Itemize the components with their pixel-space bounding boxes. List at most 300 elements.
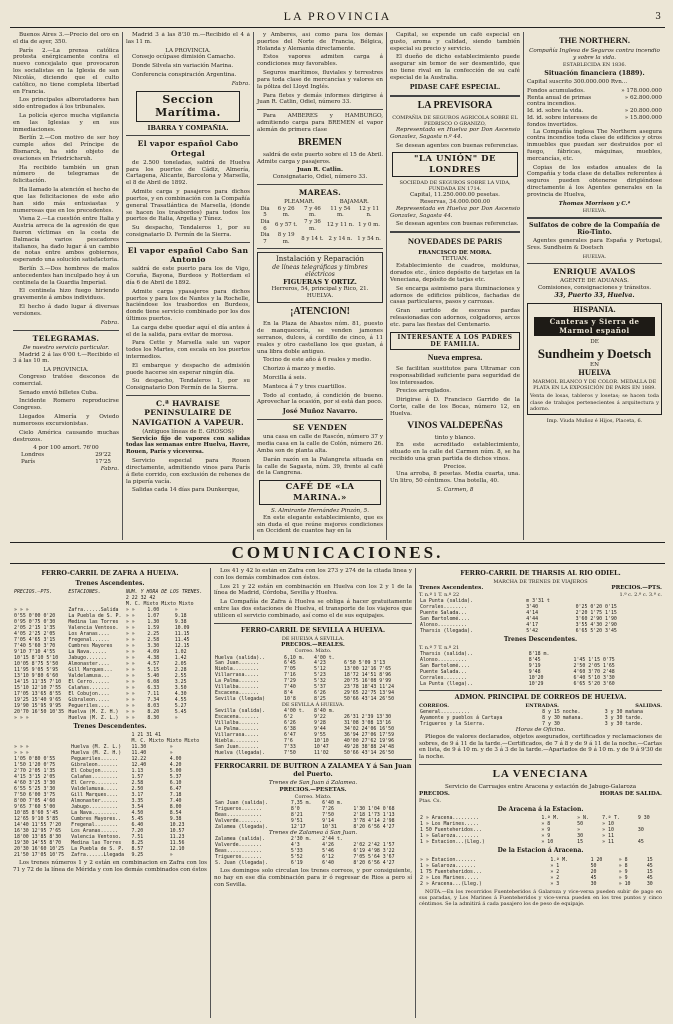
table-cell: 5.00 (169, 768, 182, 774)
table-cell: » » (125, 613, 135, 620)
ship-detail: Para Cette y Marsella sale un vapor todos los Martes, con escala en los puertos intermedios. (126, 340, 250, 360)
column-header: Correo. Mixto. (294, 793, 332, 800)
table-cell: » (174, 714, 178, 721)
table-cell: 4.38 (147, 654, 160, 661)
table-cell: » (169, 750, 173, 757)
timetable-subheading-row (419, 585, 662, 592)
table-cell: Puente Salada... (420, 669, 468, 676)
table-cell (658, 681, 662, 687)
table-cell: 8'25 (313, 696, 326, 703)
table-cell: 10.23 (169, 821, 185, 828)
telegram-item: Senado envió billetes Cuba. (19, 389, 98, 396)
table-cell: 2 » Aracena......... (420, 815, 479, 822)
table-cell: 1 50 Fuenteheridos... (420, 827, 482, 834)
table-cell: 1.ª M. (541, 815, 560, 822)
ad-text: Se desean agentes con buenas referencias. (396, 221, 519, 228)
table-cell: 15'10 12'10 7'55 (14, 684, 62, 691)
table-cell: 1'50 1'20 0'75 (14, 762, 56, 769)
prices-heading: PRECIOS.—REALES. (281, 641, 345, 648)
table-cell: 3 y 30 mañana (604, 708, 643, 715)
ad-text: Todo al contado, á condición de bueno. Aprovechar la ocasión, por si está dan poco. (257, 392, 383, 406)
news-paragraph: El hecho á dado lugar á diversas versiones. (13, 304, 119, 317)
table-cell: 19'25 15'40 9'65 (14, 696, 62, 703)
table-row: Dia 7 8 y 19 m. 8 y 14 t. 2 y 14 n. 1 y 54 n. (260, 232, 381, 245)
financial-heading: Situación financiera (1889). (544, 69, 645, 78)
table-row (13, 715, 207, 721)
timetable-subheading: Trenes Descendentes. (73, 722, 147, 730)
train-classes: M. C. Mixto Mixto Mixto (131, 738, 200, 745)
table-cell: 4'15 3'15 2'05 (14, 773, 56, 780)
table-cell: La Palma....... (215, 678, 260, 685)
timetable-subheading: MARCHA DE TRENES DE VIAJEROS (493, 578, 588, 585)
table-cell: La Palma....... (215, 726, 260, 733)
office-hours-heading: Horas de Oficina. (515, 726, 566, 733)
table-cell: 2'70 2'05 1'35 (14, 768, 56, 774)
table-cell: Fregenal...... (68, 637, 110, 643)
timetable-heading: FERRO-CARRIL DE SEVILLA A HUELVA. (240, 625, 386, 634)
table-cell: Calañas......... (71, 773, 119, 780)
table-cell: 6,10 m. (284, 654, 305, 661)
table-row (13, 804, 207, 810)
table-row (13, 834, 207, 840)
table-cell: 3.50 (174, 684, 187, 691)
table-cell: 9'28 (313, 720, 326, 727)
table-cell: Villalba....... (215, 720, 260, 727)
news-paragraph: Buenos Aires 3.—Precio del oro en el dia de ayer, 350. (13, 32, 119, 45)
table-cell: El Cobujon...... (71, 768, 119, 774)
table-cell: » 1 (550, 862, 560, 869)
table-cell: Gill Marques.... (71, 791, 119, 798)
table-cell: 5.37 (169, 773, 182, 780)
table-cell: Valencia Ventoso. (71, 833, 122, 840)
timetable-zafra-huelva (10, 568, 210, 1018)
ad-address: 33, Puerto 33, Huelva. (554, 290, 635, 299)
news-paragraph: La policía ejerce mucha vigilancia en las Iglesias y en sus inmediaciones. (13, 112, 119, 133)
table-cell: 7.40 (169, 797, 182, 804)
divider (257, 419, 383, 420)
column-header: HORAS DE SALIDA. (599, 791, 662, 798)
table-cell: Medina las Torres (71, 839, 122, 846)
table-cell: 7'16 (284, 672, 296, 679)
table-cell: 10'20 (528, 675, 544, 682)
table-cell: 1'05 0'80 0'55 (14, 756, 56, 763)
agent-city: HUELVA. (582, 207, 607, 214)
ship-detail: de 2.500 toneladas, saldrá de Huelva para los puertos de Cádiz, Almería, Cartagena, Alicante, Barcelona y Marsella, el 8 de Abril de 1892. (126, 159, 250, 187)
table-row: Dia 6 6 y 57 t. 7 y 36 m. 12 y 11 n. 1 y 0 m. (260, 219, 380, 232)
ad-text: Manteca á 7 y tres cuartillos. (263, 383, 347, 390)
table-cell: 9'19 (528, 663, 541, 670)
divider (214, 759, 412, 760)
table-cell: San Bartolomé.... (420, 615, 471, 622)
table-cell: 6'40 (322, 860, 334, 867)
table-cell: 6'55 5'25 3'30 (14, 785, 56, 792)
train-classes: M. C. Mixto Mixto Mixto (125, 601, 194, 608)
table-cell: 3.30 (147, 642, 160, 649)
connector-word: EN (590, 361, 599, 368)
table-cell: 8'45 (528, 657, 541, 664)
table-cell: 45 (590, 874, 597, 881)
table-cell: » (577, 827, 581, 834)
table-cell: 6'40 5'10 3'30 (573, 675, 615, 682)
timetable-table (419, 598, 662, 634)
timetable-table (214, 800, 412, 830)
financial-capital: Capital suscrito 300.000.000 Rvn... (527, 78, 628, 85)
timetable-table (214, 708, 412, 756)
table-cell: 7'33 (284, 744, 296, 751)
table-cell: » 2 (550, 874, 560, 881)
table-cell: 13'00 12'16 7'65 (343, 666, 392, 673)
table-cell: 7.20 (131, 827, 144, 834)
table-cell: 1.00 (147, 607, 160, 614)
ad-subtitle: AGENTE DE ADUANAS. (560, 278, 629, 285)
table-cell: » (169, 744, 173, 751)
table-cell: 21'50 17'05 10'75 (14, 851, 65, 858)
table-cell: 8'18 m. (528, 651, 550, 658)
ad-title-vinos: VINOS VALDEPEÑAS (407, 420, 503, 431)
maritime-section-banner: Seccion Marítima. (136, 91, 240, 122)
table-cell: 4'60 3'25 3'30 (14, 779, 56, 786)
table-cell: 6.08 (147, 678, 160, 685)
table-cell: Fregenal........ (71, 821, 119, 828)
table-cell: 3.35 (131, 797, 144, 804)
table-cell: Beas............ (215, 811, 263, 818)
table-cell: 6'45 (284, 660, 296, 667)
table-cell: 2.05 (174, 660, 187, 667)
table-cell: 45 (637, 839, 644, 846)
table-cell: 1 » Galaroza....... (420, 862, 476, 869)
table-cell: 3 y 30 tarde. (604, 720, 643, 727)
table-cell: 7'50 (284, 750, 296, 757)
divider (214, 623, 412, 624)
table-cell: La Punta (llega).. (420, 681, 473, 688)
table-cell: » 2 (550, 868, 560, 875)
agent-city: HUELVA. (582, 253, 607, 260)
table-row (13, 828, 207, 834)
table-cell: 9 30 (637, 815, 650, 822)
table-cell: Trigueros....... (215, 854, 263, 861)
table-cell: 8.25 (131, 839, 144, 846)
ad-title-nueva-empresa: Nueva empresa. (427, 353, 483, 363)
table-cell: 1.30 (147, 619, 160, 626)
ad-place: TETUAN. (441, 256, 469, 263)
divider (527, 263, 662, 264)
quote-row (13, 459, 119, 466)
table-cell: Huelva (M. Z. L.) (68, 714, 119, 721)
table-cell: 9'22 (313, 714, 326, 721)
ad-title-cafe-marina: CAFÉ DE «LA MARINA.» (259, 480, 381, 505)
table-cell: 1 75 Fuenteheridos... (420, 868, 482, 875)
table-cell: 4.55 (174, 696, 187, 703)
table-cell: 4'23 (313, 660, 326, 667)
table-cell: 50 (590, 862, 597, 869)
table-cell: 2.55 (174, 672, 187, 679)
ad-box-hispania (527, 303, 662, 415)
table-cell: Gibraleon..... (68, 696, 110, 703)
ship-detail: El embarque y despacho de admisión puede hacerse sin esperar ningún día. (126, 362, 250, 376)
table-cell: 2'44 t. (322, 836, 343, 843)
financial-row: Fondos acumulados. » 178.000.000 (527, 87, 662, 94)
ad-text: Representada en Huelva por Don Ascensio Gonzalez, Sagasta 44. (390, 205, 520, 219)
table-cell: 7'50 (322, 811, 334, 818)
table-cell: 2.28 (174, 666, 187, 673)
table-cell: 11.30 (131, 744, 147, 751)
table-row (419, 628, 662, 634)
table-cell: » » (125, 654, 135, 661)
table-cell: 5'46 (322, 848, 334, 855)
table-row (214, 750, 412, 756)
table-cell: 2'30 m. (290, 836, 312, 843)
table-cell: » » (125, 702, 135, 709)
news-paragraph: Ha llamado la atención el hecho de que las felicitaciones de este año han sido más entusiastas y numerosas que en los precedentes. (13, 187, 119, 214)
table-cell: » » (125, 660, 135, 667)
table-cell: » » (125, 678, 135, 685)
table-cell: 11.15 (174, 631, 190, 638)
table-cell: 12.22 (131, 756, 147, 763)
tides-heading: MAREAS. (298, 188, 342, 197)
ad-text: Agentes generales para España y Portugal, Sres. Sundheim & Doetsch (527, 238, 662, 252)
table-cell: 1 » Los Marines..... (420, 821, 479, 828)
table-cell: » 10 (618, 880, 631, 887)
carriage-note: NOTA.—En los recorridos Fuenteheridos á Galaroza y vice-versa pueden subir de pago en sus paradas, y Los Marines á Fuenteheridos y vice-versa pueden en los tres puntos y cinco céntimos. Se la admitirá á cada pasajero los de peso de equipaje. (419, 888, 662, 907)
table-cell: 8'4 (284, 690, 293, 697)
table-cell: 40'00 27'62 19'96 (343, 738, 395, 745)
ad-title-union: "LA UNIÓN" DE LONDRES (392, 152, 518, 177)
ad-address: S. Almirante Hernández Pinzón, 5. (270, 507, 370, 514)
dateline: Madrid 3 á las 8'30 m.—Recibido el 4 á las 11 m. (126, 32, 250, 45)
table-cell: 6'12 (322, 854, 334, 861)
table-cell: » » » (14, 607, 29, 614)
table-cell: » 9 (541, 827, 551, 834)
ad-title-sulfatos: Sulfatos de cobre de la Compañía de Río-Tinto. (529, 220, 660, 237)
ad-subtitle: SOCIEDAD DE SEGUROS SOBRE LA VIDA, FUNDADA EN 1714. (399, 180, 511, 193)
table-cell: 8'00 7'05 4'60 (14, 797, 56, 804)
table-cell: 6'38 (284, 726, 296, 733)
news-paragraph: El centinela hizo fuego hiriendo gravemente á ambos individuos. (13, 288, 119, 302)
table-cell: 50 (577, 821, 584, 828)
table-cell: 9'48 (528, 669, 541, 676)
table-row: Dia 5 6 y 26 m. 7 y 46 m. 11 y 54 m. 12 y 11 n. (260, 205, 380, 219)
quote-label: París (21, 458, 36, 465)
table-cell: » 10 (602, 821, 614, 828)
ad-title-novedades: NOVEDADES DE PARIS (407, 236, 503, 247)
table-cell: 1.42 (174, 654, 187, 661)
table-cell: 6'26 (284, 720, 296, 727)
table-cell: Niebla......... (215, 666, 260, 673)
prices-heading: PRECIOS.—PESETAS. (279, 786, 347, 793)
company-subheading: (Antiguos líneas de E. GROSOS) (142, 428, 234, 435)
ad-subtitle: Servicio de Carruajes entre Aracena y estación de Jabugo-Galaroza (444, 784, 637, 791)
table-cell: » » (125, 672, 135, 679)
table-cell: 12'65 9'10 5'85 (14, 815, 59, 822)
table-cell: Ayamonte y pueblos á Cartaya (420, 714, 503, 721)
table-cell: 6.40 (131, 821, 144, 828)
ad-subtitle: tinto y blanco. (434, 435, 476, 442)
ad-title-enrique-avalos: ENRIQUE AVALOS (553, 266, 636, 276)
divider (390, 231, 520, 233)
column-header: NUM. Y HORA DE LOS TRENES. (125, 589, 203, 596)
divider (257, 248, 383, 249)
table-cell: 9'10 7'10 4'55 (14, 648, 56, 655)
table-cell: Trigueros....... (215, 805, 263, 812)
table-cell: Cumbres Mayores.. (71, 815, 122, 822)
table-cell: 7.51 (131, 833, 144, 840)
ad-title-interesante: INTERESANTE A LOS PADRES DE FAMILIA. (390, 332, 520, 351)
table-cell: » » (125, 714, 135, 721)
table-cell: 8.20 (147, 708, 160, 715)
table-cell: » » (125, 696, 135, 703)
table-cell: 4'44 (526, 615, 539, 622)
company-name-sundheim: Sundheim y Doetsch (537, 346, 652, 362)
marble-detail: Venta de losas, tableros y losetas; se hacen toda clase de trabajos pertenecientes á arquitectura y adorno. (530, 393, 659, 412)
table-cell: 6'19 (290, 860, 303, 867)
postal-note: Pliegos de valores declarados, objetos asegurados, certificados y reclamaciones de sobres, de 9 á 11 de la tarde.—Certificados, de 7 á 8 y de 9 á 11 de la noche.—Cartas en lista, de 9 á 10 m. y de 3 á 3 de la tarde.—Apartados de 9 á 10 m. y de 9 á 9'30 de la noche. (419, 733, 662, 761)
timetable-subheading: DE SEVILLA Á HUELVA. (281, 702, 345, 709)
table-cell: » » (125, 607, 135, 614)
ad-title-atencion: ¡ATENCION! (290, 306, 350, 318)
table-cell: 11.45 (174, 637, 190, 643)
ad-text: Capital, se expende un café especial en gusto, aroma y calidad, siendo también especial su precio y servicio. (390, 32, 520, 52)
table-cell: Villalba....... (215, 684, 260, 691)
table-cell: Corrales........ (420, 603, 468, 610)
telegram-item: Congreso tratóse desconos de comercial. (13, 374, 119, 387)
table-row (214, 860, 412, 866)
news-item: Conferencia conspiración Argentina. (132, 72, 237, 79)
table-cell: 15 (646, 868, 653, 875)
timetable-heading: FERRO-CARRIL DE THARSIS AL RIO ODIEL. (460, 569, 621, 577)
ad-text: y Amberes, así como para los demás puertos del Norte de Francia, Bélgica, Holanda y Alemania directamente. (257, 32, 383, 52)
company-detail: Servicio especial para Rouen directamente, admitiendo vinos para París á flete corrido, con exclusión de rehenes de la pipería vacía. (126, 458, 250, 485)
ad-text: En este elegante establecimiento, que es sin duda el que reúne mejores condiciones en Occident de cuantos hay en la (257, 514, 383, 535)
news-paragraph: París 2.—La prensa católica protesta enérgicamente contra el nuevo concejalato que provocaron los socialistas en la Iglesia de san Nicolás, diciendo que el culto católico, no tiene completa libertad en Francia. (13, 47, 119, 95)
table-cell: 7'40 5'60 3'70 (14, 642, 56, 649)
table-cell: 7'6 (284, 738, 293, 745)
table-cell: 20'75 16'08 9'99 (343, 678, 392, 685)
table-cell: 7'50 6'00 3'75 (14, 791, 56, 798)
agent-address: Consignatario, Odiel, número 33. (272, 174, 368, 181)
table-cell: 2 » Los Marines..... (420, 874, 479, 881)
column-insurance (523, 32, 665, 540)
telegram-item: Incidente Romero reproducirse Congreso. (13, 398, 119, 412)
ad-text: Darán razón en la Palangreta situada en la calle de Sagasta, núm. 39, frente al café de la Cangrena. (257, 456, 383, 477)
agent-name: Juan R. Catlin. (297, 167, 343, 174)
table-cell: 12'17 (290, 823, 306, 830)
column-header: PRECIOS. (419, 791, 450, 798)
table-cell: Escacena....... (215, 690, 260, 697)
table-cell: » 8 (541, 821, 551, 828)
table-cell: » 11 (602, 833, 614, 840)
table-cell: » » » (14, 750, 29, 757)
table-cell: 9'44 (313, 726, 326, 733)
table-cell: Valverde........ (215, 817, 263, 824)
table-cell: » » (125, 625, 135, 632)
table-cell: 11.40 (131, 750, 147, 757)
ship-detail: saldrá de este puerto para los de Vigo, Coruña, Bayona, Burdeos y Rotterdam el día 6 de Abril de 1892. (126, 266, 250, 286)
prices-heading: PRECIOS.—PTS. (611, 584, 662, 591)
table-cell: 6'40 m. (322, 799, 343, 806)
company-heading: IBARRA Y COMPAÑIA. (147, 123, 229, 132)
table-cell: La Puebla de S. P. (71, 845, 125, 852)
tides-col-high: PLEAMAR. (284, 199, 315, 206)
table-cell: » » (125, 708, 135, 715)
table-cell: 7'26 (322, 805, 334, 812)
table-cell: La Puebla de S. P. (68, 613, 122, 620)
table-cell: 8.30 (147, 714, 160, 721)
agent-name: Thomas Morrison y C.ª (558, 200, 631, 207)
timetable-note: Los 41 y 42 lo están en Zafra con los 273 y 274 de la citada línea y con los demás combinados con éstos. (214, 568, 412, 581)
timetable-note: Los domingos solo circulan los trenes correos, y por consiguiente, no hay en ese día combinación para ir ó regresar de Rios a pero sí con Sevilla. (214, 868, 412, 888)
column-header-row (419, 791, 662, 798)
news-paragraph: Viena 2.—La cuestión entre Italia y Austria arreca de la agresión de que fueron víctimas en la costa de Dalmacia varios pescadores italianos, ha dado lugar á un cambio de notas entre ambos gobiernos, esperando una solución satisfactoria. (13, 216, 119, 264)
table-cell: La Nava......... (71, 809, 119, 816)
table-cell: 2 » Aracena...(Lleg.) (420, 880, 482, 887)
table-cell: 10'05 8'75 5'50 (14, 660, 59, 667)
table-cell: 10'47 (313, 744, 329, 751)
table-cell: 5'42 (526, 627, 539, 634)
table-cell: 45 (646, 862, 653, 869)
ship-detail: Admite carga y pasajeros para dichos puertos, y en combinación con la Compañía general Trasatlántica de Marsella, (donde se hacen los trasbordos) para todos los puertos de Italia, Argelia y Túnez. (126, 189, 250, 223)
table-row (13, 709, 207, 715)
table-cell: 5.45 (131, 815, 144, 822)
table-cell: 15 (577, 839, 584, 846)
table-cell: 45 (646, 874, 653, 881)
table-cell: Niebla......... (215, 738, 260, 745)
table-cell: 17'05 13'65 8'55 (14, 690, 62, 697)
timetable-heading: FERRO-CARRIL DE ZAFRA A HUELVA. (41, 569, 179, 577)
table-cell: m 3'31 t (526, 597, 550, 604)
table-cell: 7'40 (284, 684, 296, 691)
table-cell: 8'21 (290, 811, 303, 818)
table-cell: » 9 (541, 833, 551, 840)
ad-text: Se desean agentes con buenas referencias. (396, 142, 519, 149)
table-cell: 5.27 (174, 702, 187, 709)
table-row (13, 810, 207, 816)
table-cell: 10.09 (174, 625, 190, 632)
table-cell: Gill Marques... (68, 666, 113, 673)
ship-detail: Su despacho, Tendaleros 1, por su consignatario D. Fermín de la Sierra. (126, 225, 250, 238)
tides-table (257, 188, 383, 245)
timetable-subheading: Trenes Ascendentes. (419, 584, 484, 591)
ad-subtitle: Compañía Inglesa de Seguros contra incendio y sobre la vida. (529, 48, 660, 62)
table-cell: 8'20 6'56 4'27 (353, 823, 395, 830)
table-cell: 5.40 (147, 672, 160, 679)
table-cell: 3'55 4'30 2'90 (575, 621, 617, 628)
table-cell: 2'50 2'05 1'65 (573, 663, 615, 670)
quote-value: 17'25 (95, 458, 111, 465)
table-cell: 1 20 (590, 856, 603, 863)
table-cell: 4.57 (147, 660, 160, 667)
postal-table (419, 709, 662, 727)
timetable-subheading: Trenes de Zalamea á San Juan. (268, 829, 358, 836)
train-numbers: T. n.º 7 T. n.º 21 (419, 645, 460, 652)
timetable-note: La Compañía de Zafra á Huelva se obliga á hacer gratuitamente entre las dos estaciones de Huelva, el transporte de los viajeros que utilicen el servicio combinado, así como el de sus equipajes. (214, 599, 412, 619)
page-title: LA PROVINCIA (283, 9, 392, 24)
ad-text: El dueño de dicho establecimiento puede asegurar sin temor de ser desmentido, que no tiene rival en la confección de su café especial de la Australia. (390, 54, 520, 81)
table-cell: Villarrasa..... (215, 732, 260, 739)
table-cell: 2'02 2'42 1'57 (353, 842, 395, 849)
table-cell: 0'25 0'20 0'15 (575, 603, 617, 610)
table-cell: San Juan....... (215, 744, 260, 751)
table-cell: 3.25 (174, 678, 187, 685)
company-heading-havraise: C.ª HAVRAISE PENINSULAIRE DE NAVIGATION A VAPEUR. (132, 399, 244, 427)
column-ads-two (386, 32, 523, 540)
table-cell: 10'85 8'60 5'45 (14, 809, 59, 816)
table-cell: » 10 (541, 839, 554, 846)
financial-row: Id. id. sobre intereses de fondos invertidos. » 15.800.000 (527, 114, 662, 128)
divider (126, 135, 250, 136)
table-cell: 3.54 (131, 803, 144, 810)
table-cell: Valdelamusa..... (71, 785, 119, 792)
ad-title-veneciana: LA VENECIANA (492, 767, 589, 780)
